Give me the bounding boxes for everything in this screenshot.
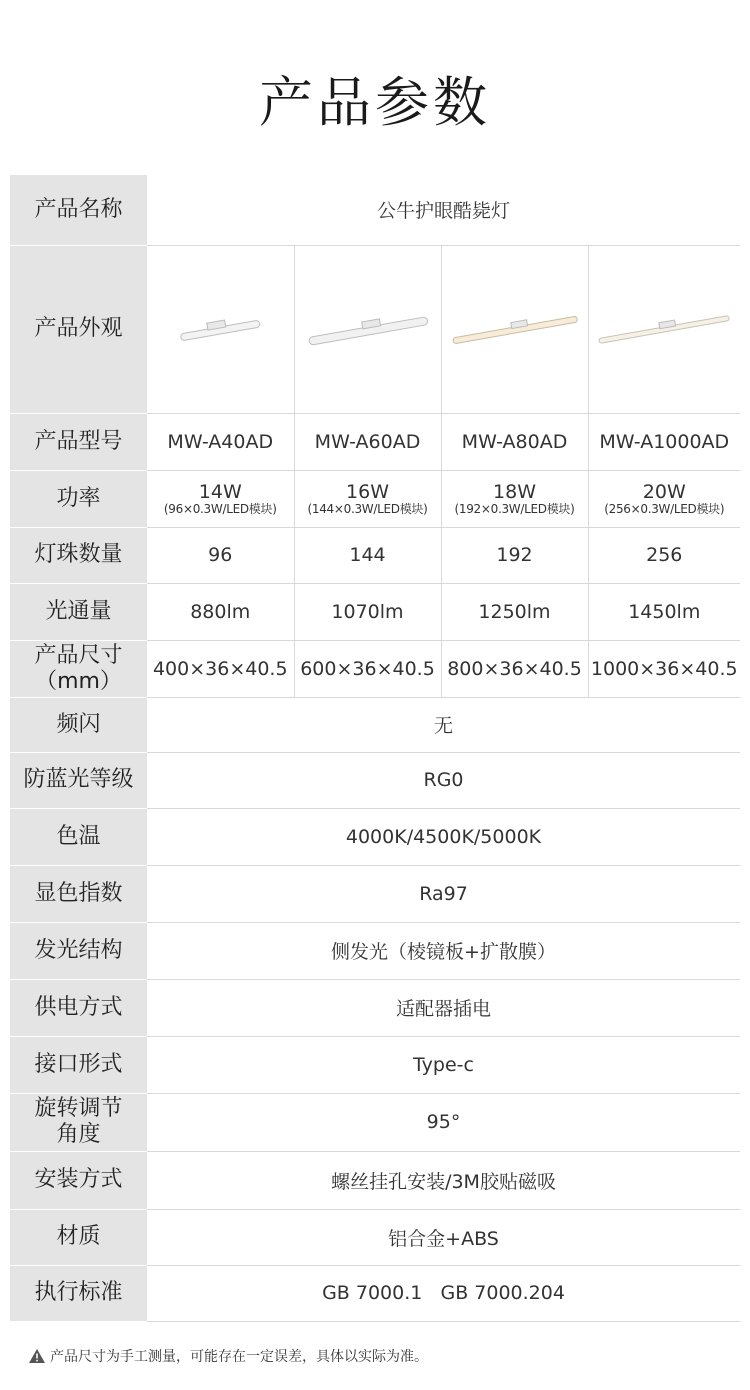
size-1: 400×36×40.5 — [147, 640, 294, 697]
lamp-image-1 — [147, 245, 294, 413]
value-install: 螺丝挂孔安装/3M胶贴磁吸 — [147, 1151, 740, 1209]
label-install: 安装方式 — [10, 1151, 147, 1209]
value-port: Type-c — [147, 1036, 740, 1093]
flux-1: 880lm — [147, 583, 294, 640]
label-cri: 显色指数 — [10, 865, 147, 922]
power-value: 14W — [198, 480, 242, 503]
row-appearance — [10, 245, 740, 413]
label-size — [10, 640, 147, 697]
label-bluelight: 防蓝光等级 — [10, 752, 147, 808]
label-power: 功率 — [10, 470, 147, 527]
value-cri: Ra97 — [147, 865, 740, 922]
model-3: MW-A80AD — [441, 413, 588, 470]
flux-3: 1250lm — [441, 583, 588, 640]
lamp-icon — [596, 307, 732, 351]
row-rotation — [10, 1093, 740, 1151]
label-port: 接口形式 — [10, 1036, 147, 1093]
power-sub: (256×0.3W/LED模块) — [604, 501, 725, 516]
model-1: MW-A40AD — [147, 413, 294, 470]
value-rotation: 95° — [147, 1093, 740, 1151]
row-model — [10, 413, 740, 470]
power-4 — [588, 470, 740, 527]
label-size-line1: 产品尺寸 — [34, 642, 123, 668]
label-rotation — [10, 1093, 147, 1151]
warning-icon — [28, 1348, 46, 1364]
label-rotation-line1: 旋转调节 — [34, 1096, 123, 1121]
label-model: 产品型号 — [10, 413, 147, 470]
value-name: 公牛护眼酷毙灯 — [147, 175, 740, 245]
power-3 — [441, 470, 588, 527]
model-2: MW-A60AD — [294, 413, 441, 470]
row-flicker — [10, 697, 740, 752]
label-structure: 发光结构 — [10, 922, 147, 979]
row-size — [10, 640, 740, 697]
power-1 — [147, 470, 294, 527]
power-value: 16W — [346, 480, 389, 503]
beads-3: 192 — [441, 527, 588, 583]
model-4: MW-A1000AD — [588, 413, 740, 470]
row-material — [10, 1209, 740, 1265]
footer-text: 产品尺寸为手工测量，可能存在一定误差，具体以实际为准。 — [50, 1349, 428, 1365]
beads-1: 96 — [147, 527, 294, 583]
lamp-image-2 — [294, 245, 441, 413]
row-beads — [10, 527, 740, 583]
label-beads: 灯珠数量 — [10, 527, 147, 583]
label-appearance: 产品外观 — [10, 245, 147, 413]
power-value: 18W — [493, 480, 536, 503]
lamp-image-3 — [441, 245, 588, 413]
row-install — [10, 1151, 740, 1209]
lamp-icon — [303, 307, 433, 351]
row-power — [10, 470, 740, 527]
size-3: 800×36×40.5 — [441, 640, 588, 697]
footer-note — [28, 1346, 428, 1366]
page-title: 产品参数 — [259, 71, 491, 134]
power-sub: (192×0.3W/LED模块) — [454, 501, 575, 516]
row-supply — [10, 979, 740, 1036]
lamp-icon — [450, 307, 580, 351]
flux-4: 1450lm — [588, 583, 740, 640]
beads-2: 144 — [294, 527, 441, 583]
row-name — [10, 175, 740, 245]
row-bluelight — [10, 752, 740, 808]
row-cct — [10, 808, 740, 865]
power-2 — [294, 470, 441, 527]
row-cri — [10, 865, 740, 922]
value-supply: 适配器插电 — [147, 979, 740, 1036]
row-standard — [10, 1265, 740, 1321]
row-structure — [10, 922, 740, 979]
power-sub: (144×0.3W/LED模块) — [307, 501, 428, 516]
value-cct: 4000K/4500K/5000K — [147, 808, 740, 865]
lamp-image-4 — [588, 245, 740, 413]
label-flicker: 频闪 — [10, 697, 147, 752]
power-value: 20W — [642, 480, 686, 503]
label-standard: 执行标准 — [10, 1265, 147, 1321]
label-rotation-line2: 角度 — [56, 1122, 101, 1147]
label-flux: 光通量 — [10, 583, 147, 640]
label-name: 产品名称 — [10, 175, 147, 245]
label-material: 材质 — [10, 1209, 147, 1265]
power-sub: (96×0.3W/LED模块) — [163, 501, 277, 516]
value-flicker: 无 — [147, 697, 740, 752]
flux-2: 1070lm — [294, 583, 441, 640]
value-structure: 侧发光（棱镜板+扩散膜） — [147, 922, 740, 979]
value-bluelight: RG0 — [147, 752, 740, 808]
value-standard: GB 7000.1 GB 7000.204 — [147, 1265, 740, 1321]
row-flux — [10, 583, 740, 640]
row-port — [10, 1036, 740, 1093]
size-2: 600×36×40.5 — [294, 640, 441, 697]
label-supply: 供电方式 — [10, 979, 147, 1036]
beads-4: 256 — [588, 527, 740, 583]
size-4: 1000×36×40.5 — [588, 640, 740, 697]
lamp-icon — [170, 309, 270, 349]
label-cct: 色温 — [10, 808, 147, 865]
spec-table — [10, 175, 740, 1322]
label-size-line2: （mm） — [35, 668, 122, 694]
value-material: 铝合金+ABS — [147, 1209, 740, 1265]
